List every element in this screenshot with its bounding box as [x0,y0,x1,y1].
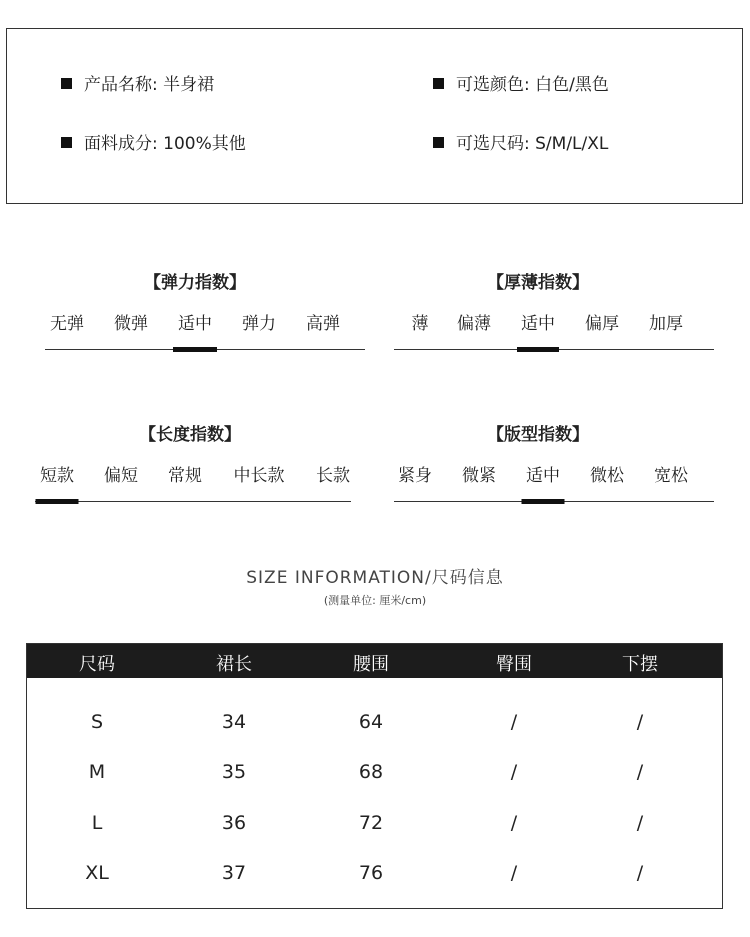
size-table-cell: / [636,862,644,884]
size-table-cell: 72 [358,812,384,834]
size-table-header-cell: 尺码 [79,654,115,675]
length-option-label: 常规 [168,466,202,486]
size-table-cell: / [510,711,518,733]
fit-selected-marker [522,499,565,504]
fit-option-label: 微松 [590,466,624,486]
size-table-cell: / [510,761,518,783]
length-option-label: 中长款 [233,466,285,486]
thickness-scale-title: 【厚薄指数】 [487,273,589,293]
size-info-subtitle: (测量单位: 厘米/cm) [323,594,427,607]
size-table-cell: 35 [221,761,247,783]
length-scale [30,420,350,491]
fit-scale-title: 【版型指数】 [487,425,589,445]
elasticity-option-label: 微弹 [114,314,148,334]
fit-scale-options [378,461,698,491]
thickness-option-label: 偏薄 [457,314,491,334]
bullet-square-icon [433,78,444,89]
size-table-cell: / [636,812,644,834]
elasticity-scale-options [35,309,355,339]
size-table-cell: / [510,812,518,834]
available-sizes [433,129,608,154]
thickness-option-label: 薄 [411,314,429,334]
length-option-label: 短款 [40,466,74,486]
product-name [61,70,214,95]
size-table-header-cell: 腰围 [353,654,389,675]
elasticity-option-label: 适中 [178,314,212,334]
size-table-cell: / [510,862,518,884]
thickness-selected-marker [517,347,559,352]
thickness-option-label: 偏厚 [585,314,619,334]
size-info-title: SIZE INFORMATION/尺码信息 [246,568,504,588]
size-table-cell: 64 [358,711,384,733]
elasticity-option-label: 无弹 [50,314,84,334]
thickness-scale-options [378,309,698,339]
thickness-scale [378,268,698,339]
size-table-cell: M [88,761,106,783]
length-scale-title: 【长度指数】 [139,425,241,445]
size-table-header-cell: 裙长 [216,654,252,675]
thickness-option-label: 加厚 [649,314,683,334]
thickness-option-label: 适中 [521,314,555,334]
bullet-square-icon [61,137,72,148]
size-table-cell: / [636,761,644,783]
length-scale-line [35,501,351,502]
product-info-box [6,28,743,204]
size-table-cell: L [91,812,103,834]
size-table-cell: S [90,711,104,733]
elasticity-option-label: 弹力 [242,314,276,334]
size-table-header-cell: 下摆 [622,654,658,675]
elasticity-selected-marker [173,347,217,352]
fabric-composition [61,129,246,154]
size-table [26,643,723,909]
elasticity-option-label: 高弹 [306,314,340,334]
fit-option-label: 宽松 [654,466,688,486]
size-table-cell: / [636,711,644,733]
size-table-cell: 68 [358,761,384,783]
fit-option-label: 适中 [526,466,560,486]
size-table-cell: 76 [358,862,384,884]
length-selected-marker [36,499,79,504]
length-option-label: 偏短 [104,466,138,486]
elasticity-scale-title: 【弹力指数】 [144,273,246,293]
product-name-text: 产品名称: 半身裙 [84,75,215,95]
bullet-square-icon [433,137,444,148]
size-table-header-cell: 臀围 [496,654,532,675]
length-scale-options [30,461,350,491]
elasticity-scale [35,268,355,339]
length-option-label: 长款 [316,466,350,486]
fabric-composition-text: 面料成分: 100%其他 [84,134,246,154]
bullet-square-icon [61,78,72,89]
size-table-cell: 37 [221,862,247,884]
size-table-cell: 34 [221,711,247,733]
size-table-header [27,644,722,678]
available-colors [433,70,609,95]
size-table-cell: XL [85,862,109,884]
fit-option-label: 紧身 [398,466,432,486]
available-sizes-text: 可选尺码: S/M/L/XL [456,134,609,154]
fit-scale [378,420,698,491]
fit-option-label: 微紧 [462,466,496,486]
available-colors-text: 可选颜色: 白色/黑色 [456,75,609,95]
size-table-cell: 36 [221,812,247,834]
